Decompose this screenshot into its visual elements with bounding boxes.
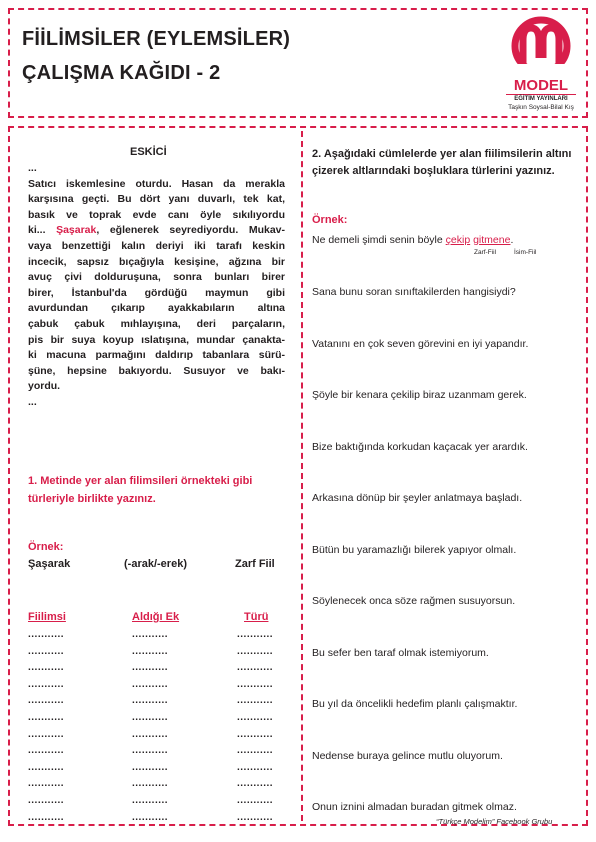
answer-blank[interactable]: ...........: [237, 678, 274, 690]
example-verbal-1: çekip: [445, 234, 471, 246]
logo-publisher: EĞİTİM YAYINLARI: [506, 94, 576, 103]
story-line: incecik, sapsız bıçağıyla kesişine, ağzına bir: [28, 255, 285, 268]
answer-blank[interactable]: ...........: [28, 662, 65, 674]
story-line: avurdundan çıkarıp ayakkabıların altına: [28, 302, 285, 315]
answer-blank[interactable]: ...........: [28, 728, 65, 740]
answer-blank[interactable]: ...........: [28, 811, 65, 823]
exercise-sentence: Bu yıl da öncelikli hedefim planlı çalışmaktır.: [312, 698, 518, 710]
answer-blank[interactable]: ...........: [132, 745, 169, 757]
exercise-sentence: Sana bunu soran sınıftakilerden hangisiydi?: [312, 286, 516, 298]
story-text-segment: , eğlenerek seyrediyordu. Mukav-: [96, 224, 285, 237]
exercise-sentence: Arkasına dönüp bir şeyler anlatmaya başladı.: [312, 492, 523, 504]
story-line: basık ve toprak evde canı öyle sıkılıyordu: [28, 208, 285, 221]
story-line: birer, İstanbul'da gördüğü maymun gibi: [28, 286, 285, 299]
answer-blank[interactable]: ...........: [28, 794, 65, 806]
logo-authors: Taşkın Soysal-Bilal Kış: [508, 104, 574, 111]
answer-blank[interactable]: ...........: [237, 629, 274, 640]
exercise-sentence: Onun iznini almadan buradan gitmek olmaz.: [312, 801, 517, 813]
answer-blank[interactable]: ...........: [237, 778, 274, 790]
answer-blank[interactable]: ...........: [132, 645, 169, 657]
question-1: 1. Metinde yer alan filimsileri örnekteki gibi türleriyle birlikte yazınız.: [28, 475, 253, 505]
example-label-q1: Örnek:: [28, 541, 64, 553]
answer-blank[interactable]: ...........: [28, 761, 65, 773]
story-line: karşısına geçti. Bu dört yanı duvarlı, tek kat,: [28, 193, 285, 206]
exercise-sentence: Bize baktığında korkudan kaçacak yer arardık.: [312, 440, 528, 453]
answer-blank[interactable]: ...........: [132, 678, 169, 690]
story-line: ki macuna parmağını daldırıp tabanlara sürü-: [28, 349, 285, 362]
answer-column-turu[interactable]: [237, 627, 273, 826]
story-line: pis bir suya koyup ıslatışına, mundar çanakta-: [28, 333, 285, 346]
example-sentence-start: Ne demeli şimdi senin böyle: [312, 234, 446, 246]
answer-blank[interactable]: ...........: [237, 761, 274, 773]
answer-blank[interactable]: ...........: [132, 728, 169, 740]
page-title: FİİLİMSİLER (EYLEMSİLER): [22, 28, 291, 50]
exercise-sentence: Bütün bu yaramazlığı bilerek yapıyor olmalı.: [312, 543, 517, 556]
exercise-sentence: Söylenecek onca söze rağmen susuyorsun.: [312, 595, 516, 607]
example-type-label-1: Zarf-Fiil: [474, 249, 497, 256]
answer-blank[interactable]: ...........: [132, 778, 169, 790]
answer-blank[interactable]: ...........: [132, 695, 169, 707]
story-title: ESKİCİ: [130, 146, 167, 158]
example-sentence: [312, 234, 513, 246]
story-line: ...: [28, 162, 37, 174]
answer-blank[interactable]: ...........: [237, 811, 274, 823]
example-word: Şaşarak: [28, 558, 71, 570]
answer-blank[interactable]: ...........: [237, 662, 274, 674]
answer-blank[interactable]: ...........: [132, 629, 169, 640]
story-line: vaya benzettiği kalın deriyi iki tarafı keskin: [28, 239, 285, 252]
answer-blank[interactable]: ...........: [237, 745, 274, 757]
answer-blank[interactable]: ...........: [132, 811, 169, 823]
answer-blank[interactable]: ...........: [237, 695, 274, 707]
answer-blank[interactable]: ...........: [237, 728, 274, 740]
example-verbal-2: gitmene: [473, 234, 511, 246]
column-header-fiilimsi: Fiilimsi: [28, 611, 66, 623]
answer-blank[interactable]: ...........: [132, 794, 169, 806]
answer-blank[interactable]: ...........: [28, 678, 65, 690]
model-logo-icon: [509, 16, 573, 78]
story-text-segment: ki...: [28, 224, 57, 237]
answer-blank[interactable]: ...........: [28, 629, 65, 640]
exercise-sentence: Şöyle bir kenara çekilip biraz uzanmam gerek.: [312, 389, 527, 401]
publisher-logo: [500, 16, 582, 116]
story-line: yordu.: [28, 380, 61, 393]
highlighted-verbal: Şaşarak: [56, 224, 97, 237]
column-header-turu: Türü: [244, 611, 269, 623]
exercise-sentence: Vatanını en çok seven görevini en iyi yapandır.: [312, 337, 529, 350]
page-subtitle: ÇALIŞMA KAĞIDI - 2: [22, 62, 221, 84]
answer-blank[interactable]: ...........: [237, 794, 274, 806]
story-text: [28, 161, 285, 411]
answer-blank[interactable]: ...........: [28, 645, 65, 657]
answer-blank[interactable]: ...........: [132, 711, 169, 723]
answer-blank[interactable]: ...........: [28, 778, 65, 790]
example-sentence-end: .: [510, 234, 514, 246]
column-header-aldigi-ek: Aldığı Ek: [132, 611, 180, 623]
exercise-sentence: Nedense buraya gelince mutlu oluyorum.: [312, 749, 503, 762]
answer-blank[interactable]: ...........: [28, 695, 65, 707]
example-type-label-2: İsim-Fiil: [514, 249, 537, 256]
answer-blank[interactable]: ...........: [132, 662, 169, 674]
story-line: [28, 223, 285, 239]
story-line: ...: [28, 395, 37, 408]
example-label-q2: Örnek:: [312, 214, 348, 226]
question-2: 2. Aşağıdaki cümlelerde yer alan fiilimsilerin altını çizerek altlarındaki boşluklara türlerini yazınız.: [312, 148, 572, 177]
example-type: Zarf Fiil: [235, 558, 275, 570]
story-line: şüne, hepsine bakıyordu. Susuyor ve bakı-: [28, 364, 285, 377]
story-line: avuç çivi dolduruşuna, sonra bunları birer: [28, 271, 285, 284]
answer-column-fiilimsi[interactable]: [28, 627, 64, 826]
answer-blank[interactable]: ...........: [132, 761, 169, 773]
answer-blank[interactable]: ...........: [237, 711, 274, 723]
answer-blank[interactable]: ...........: [28, 745, 65, 757]
exercise-sentence: Bu sefer ben taraf olmak istemiyorum.: [312, 646, 489, 659]
example-suffix: (-arak/-erek): [124, 558, 187, 570]
answer-column-aldigi-ek[interactable]: [132, 627, 168, 826]
answer-blank[interactable]: ...........: [237, 645, 274, 657]
answer-blank[interactable]: ...........: [28, 711, 65, 723]
footer-credit: “Türkçe Modelim” Facebook Grubu: [436, 817, 553, 826]
story-line: Satıcı iskemlesine oturdu. Hasan da merakla: [28, 177, 285, 190]
logo-brand: MODEL: [513, 77, 569, 94]
story-line: çabuk çabuk mıhlayışına, deri parçaların,: [28, 317, 285, 330]
column-divider: [301, 131, 303, 821]
